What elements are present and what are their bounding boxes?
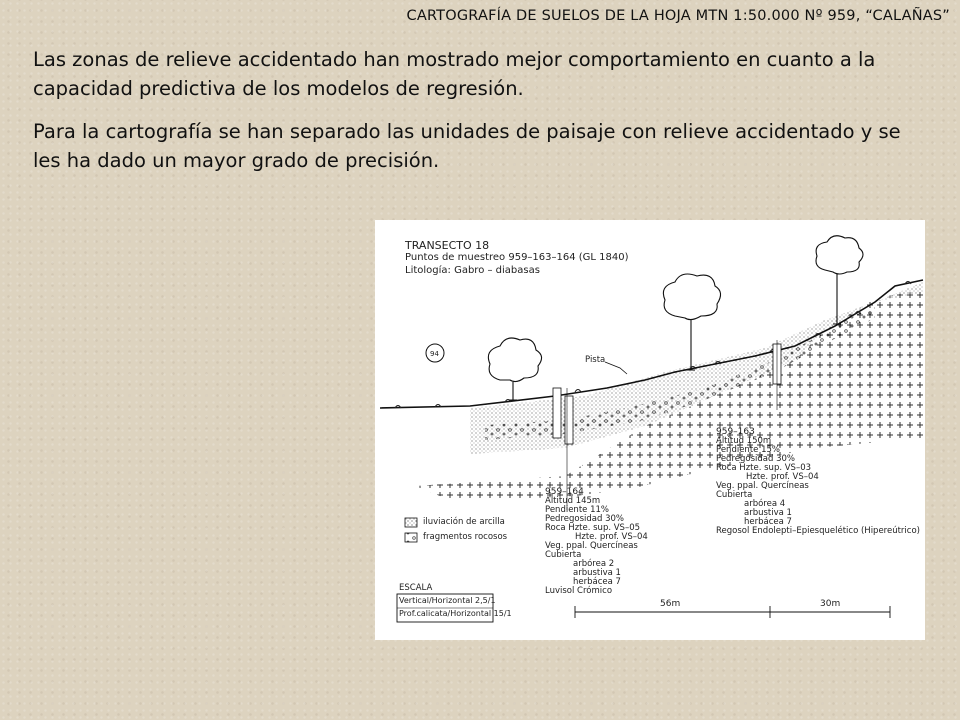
profile-163-soil: Regosol Endolepti–Epiesquelético (Hipereútrico) xyxy=(716,525,920,536)
legend-swatch-clay xyxy=(405,518,417,527)
distance-label-30: 30m xyxy=(820,599,841,609)
tree-icon xyxy=(488,338,541,400)
lithology: Litología: Gabro – diabasas xyxy=(405,265,540,276)
slide-header: CARTOGRAFÍA DE SUELOS DE LA HOJA MTN 1:50.000 Nº 959, “CALAÑAS” xyxy=(406,8,950,24)
transect-figure xyxy=(375,220,925,640)
paragraph-cartography: Para la cartografía se han separado las unidades de paisaje con relieve accidentado y se les ha dado un mayor grado de precisión. xyxy=(33,120,901,172)
legend-label-rocks: fragmentos rocosos xyxy=(423,532,508,542)
profile-164-soil: Luvisol Crómico xyxy=(545,585,613,596)
tree-icon xyxy=(663,274,720,370)
scale-title: ESCALA xyxy=(399,583,433,593)
svg-text:94: 94 xyxy=(430,350,439,358)
profile-163-id: 959–163 xyxy=(716,427,755,437)
profile-164-id: 959–164 xyxy=(545,487,584,497)
sampling-points: Puntos de muestreo 959–163–164 (GL 1840) xyxy=(405,252,629,263)
scale-depth: Prof.calicata/Horizontal 15/1 xyxy=(399,609,512,618)
distance-label-56: 56m xyxy=(660,599,681,609)
transect-title: TRANSECTO 18 xyxy=(405,239,490,252)
profile-164-info: 959–164 Altitud 145m Pendiente 11% Pedregosidad 30% Roca Hzte. sup. VS–05 Hzte. prof. VS–04 Veg. ppal. Quercíneas Cubierta arbórea 2 arbustiva 1 herbácea 7 Luvisol Crómico xyxy=(545,487,648,596)
scale-vertical: Vertical/Horizontal 2,5/1 xyxy=(399,596,496,605)
profile-163-info: 959–163 Altitud 150m Pendiente 15% Pedregosidad 30% Roca Hzte. sup. VS–03 Hzte. prof. VS–04 Veg. ppal. Quercíneas Cubierta arbórea 4 arbustiva 1 herbácea 7 Regosol Endolepti–Epiesquelético (Hipereútrico) xyxy=(716,427,920,536)
track-label: Pista xyxy=(585,355,606,365)
legend-swatch-rocks xyxy=(405,533,417,542)
legend-label-clay: iluviación de arcilla xyxy=(423,517,505,527)
paragraph-relief: Las zonas de relieve accidentado han mostrado mejor comportamiento en cuanto a la capacidad predictiva de los modelos de regresión. xyxy=(33,48,876,100)
